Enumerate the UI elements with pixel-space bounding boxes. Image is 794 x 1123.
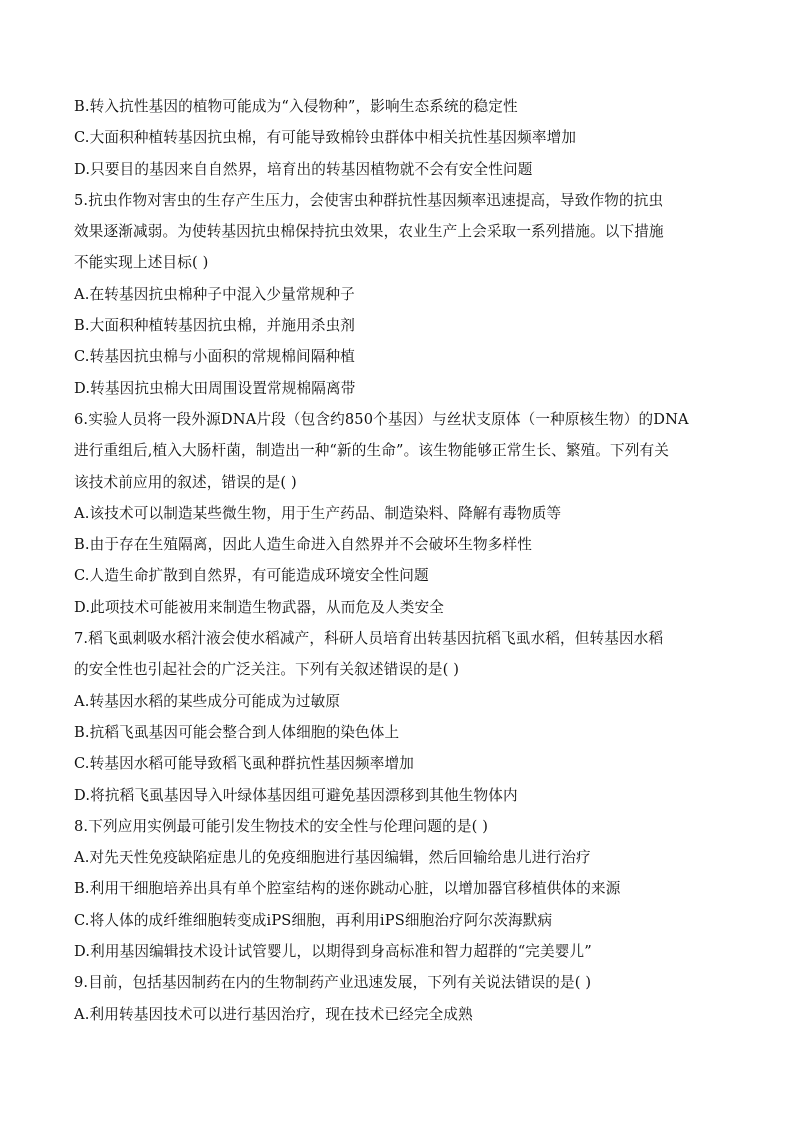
option-line: D.只要目的基因来自自然界，培育出的转基因植物就不会有安全性问题 <box>74 160 533 178</box>
option-line: B.大面积种植转基因抗虫棉，并施用杀虫剂 <box>74 317 356 335</box>
option-line: B.转入抗性基因的植物可能成为“入侵物种”，影响生态系统的稳定性 <box>74 98 518 115</box>
option-line: C.人造生命扩散到自然界，有可能造成环境安全性问题 <box>74 567 429 585</box>
question-line: 7.稻飞虱刺吸水稻汁液会使水稻减产，科研人员培育出转基因抗稻飞虱水稻，但转基因水稻 <box>74 630 664 648</box>
option-line: A.在转基因抗虫棉种子中混入少量常规种子 <box>74 285 355 303</box>
option-line: A.利用转基因技术可以进行基因治疗，现在技术已经完全成熟 <box>74 1005 473 1023</box>
question-line: 不能实现上述目标( ) <box>74 254 209 272</box>
option-line: C.大面积种植转基因抗虫棉，有可能导致棉铃虫群体中相关抗性基因频率增加 <box>74 129 577 147</box>
option-line: D.利用基因编辑技术设计试管婴儿，以期得到身高标准和智力超群的“完美婴儿” <box>74 943 592 961</box>
question-line: 效果逐渐减弱。为使转基因抗虫棉保持抗虫效果，农业生产上会采取一系列措施。以下措施 <box>74 223 664 241</box>
document-page <box>74 91 724 1030</box>
option-line: C.将人体的成纤维细胞转变成iPS细胞，再利用iPS细胞治疗阿尔茨海默病 <box>74 911 553 929</box>
option-line: B.由于存在生殖隔离，因此人造生命进入自然界并不会破坏生物多样性 <box>74 536 532 554</box>
option-line: A.该技术可以制造某些微生物，用于生产药品、制造染料、降解有毒物质等 <box>74 504 562 522</box>
question-line: 8.下列应用实例最可能引发生物技术的安全性与伦理问题的是( ) <box>74 817 489 835</box>
option-line: A.对先天性免疫缺陷症患儿的免疫细胞进行基因编辑，然后回输给患儿进行治疗 <box>74 849 591 867</box>
option-line: B.抗稻飞虱基因可能会整合到人体细胞的染色体上 <box>74 723 400 741</box>
question-line: 5.抗虫作物对害虫的生存产生压力，会使害虫种群抗性基因频率迅速提高，导致作物的抗虫 <box>74 191 664 209</box>
option-line: D.此项技术可能被用来制造生物武器，从而危及人类安全 <box>74 598 444 616</box>
question-line: 的安全性也引起社会的广泛关注。下列有关叙述错误的是( ) <box>74 661 460 679</box>
option-line: C.转基因抗虫棉与小面积的常规棉间隔种植 <box>74 348 355 366</box>
question-line: 6.实验人员将一段外源DNA片段（包含约850个基因）与丝状支原体（一种原核生物）的DNA <box>74 410 689 428</box>
option-line: B.利用干细胞培养出具有单个腔室结构的迷你跳动心脏，以增加器官移植供体的来源 <box>74 880 621 898</box>
option-line: C.转基因水稻可能导致稻飞虱种群抗性基因频率增加 <box>74 755 414 773</box>
question-line: 9.目前，包括基因制药在内的生物制药产业迅速发展，下列有关说法错误的是( ) <box>74 974 592 992</box>
option-line: D.转基因抗虫棉大田周围设置常规棉隔离带 <box>74 379 356 397</box>
question-line: 进行重组后,植入大肠杆菌，制造出一种“新的生命”。该生物能够正常生长、繁殖。下列有关 <box>74 442 670 460</box>
option-line: A.转基因水稻的某些成分可能成为过敏原 <box>74 692 341 710</box>
question-line: 该技术前应用的叙述，错误的是( ) <box>74 473 297 491</box>
option-line: D.将抗稻飞虱基因导入叶绿体基因组可避免基因漂移到其他生物体内 <box>74 786 518 804</box>
